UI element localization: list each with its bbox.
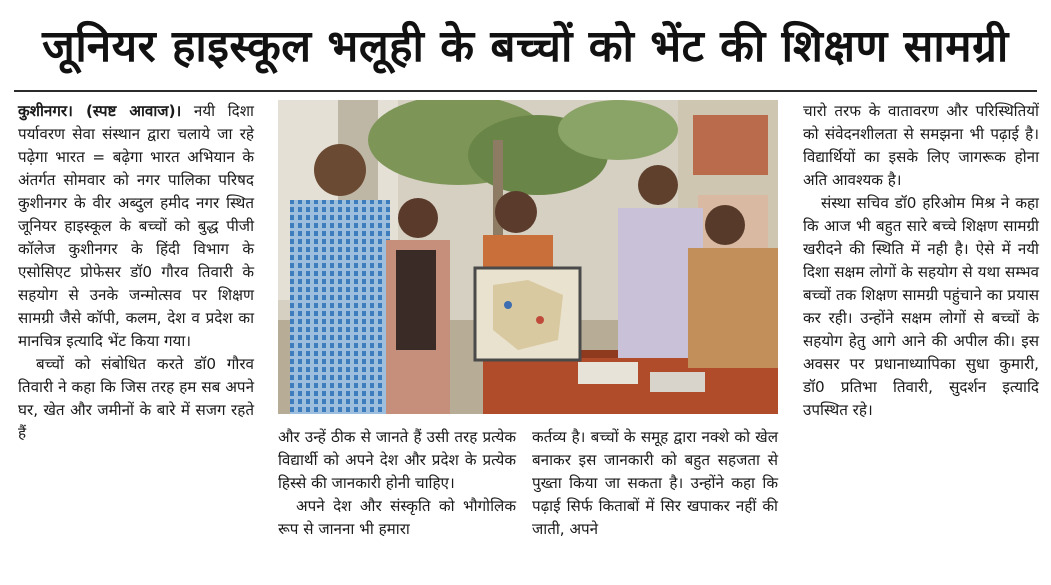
headline-rule bbox=[14, 90, 1037, 92]
col1-para-2: बच्चों को संबोधित करते डॉ0 गौरव तिवारी ने कहा कि जिस तरह हम सब अपने घर, खेत और जमीनों के बारे में सजग रहते हैं bbox=[18, 355, 254, 442]
col3-para-1: कर्तव्य है। बच्चों के समूह द्वारा नक्शे को खेल बनाकर इस जानकारी को बहुत सहजता से पुख्ता किया जा सकता है। उन्होंने कहा कि पढ़ाई सिर्फ किताबों में सिर खपाकर नहीं की जाती, अपने bbox=[532, 428, 778, 538]
col1-para-1: नयी दिशा पर्यावरण सेवा संस्थान द्वारा चलाये जा रहे पढ़ेगा भारत = बढ़ेगा भारत अभियान के अंतर्गत सोमवार को नगर पालिका परिषद कुशीनगर के वीर अब्दुल हमीद नगर स्थित जूनियर हाइस्कूल के बच्चों को बुद्ध पीजी कॉलेज कुशीनगर के हिंदी विभाग के एसोसिएट प्रोफेसर डॉ0 गौरव तिवारी के सहयोग से उनके जन्मोत्सव पर शिक्षण सामग्री जैसे कॉपी, कलम, देश व प्रदेश का मानचित्र इत्यादि भेंट किया गया। bbox=[18, 102, 254, 350]
article-column-2 bbox=[278, 426, 516, 541]
col4-para-1: चारो तरफ के वातावरण और परिस्थितियों को संवेदनशीलता से समझना भी पढ़ाई है। विद्यार्थियों का इसके लिए जागरूक होना अति आवश्यक है। bbox=[803, 102, 1039, 189]
news-photo bbox=[278, 100, 778, 414]
col2-para-1: और उन्हें ठीक से जानते हैं उसी तरह प्रत्येक विद्यार्थी को अपने देश और प्रदेश के प्रत्येक हिस्से की जानकारी होनी चाहिए। bbox=[278, 428, 516, 492]
headline: जूनियर हाइस्कूल भलूही के बच्चों को भेंट की शिक्षण सामग्री bbox=[42, 21, 1009, 72]
col2-para-2: अपने देश और संस्कृति को भौगोलिक रूप से जानना भी हमारा bbox=[278, 497, 516, 538]
article-column-4 bbox=[803, 100, 1039, 422]
article-column-1 bbox=[18, 100, 254, 445]
news-photo-illustration bbox=[278, 100, 778, 414]
col4-para-2: संस्था सचिव डॉ0 हरिओम मिश्र ने कहा कि आज भी बहुत सारे बच्चे शिक्षण सामग्री खरीदने की स्थिति में नही है। ऐसे में नयी दिशा सक्षम लोगों के सहयोग से यथा सम्भव बच्चों तक शिक्षण सामग्री पहुंचाने का प्रयास कर रही। उन्होंने सक्षम लोगों से बच्चों के सहयोग हेतु आगे आने की अपील की। इस अवसर पर प्रधानाध्यापिका सुधा कुमारी, डॉ0 प्रतिभा तिवारी, सुदर्शन इत्यादि उपस्थित रहे। bbox=[803, 194, 1039, 419]
article-column-3 bbox=[532, 426, 778, 541]
dateline: कुशीनगर। (स्पष्ट आवाज)। bbox=[18, 102, 182, 120]
